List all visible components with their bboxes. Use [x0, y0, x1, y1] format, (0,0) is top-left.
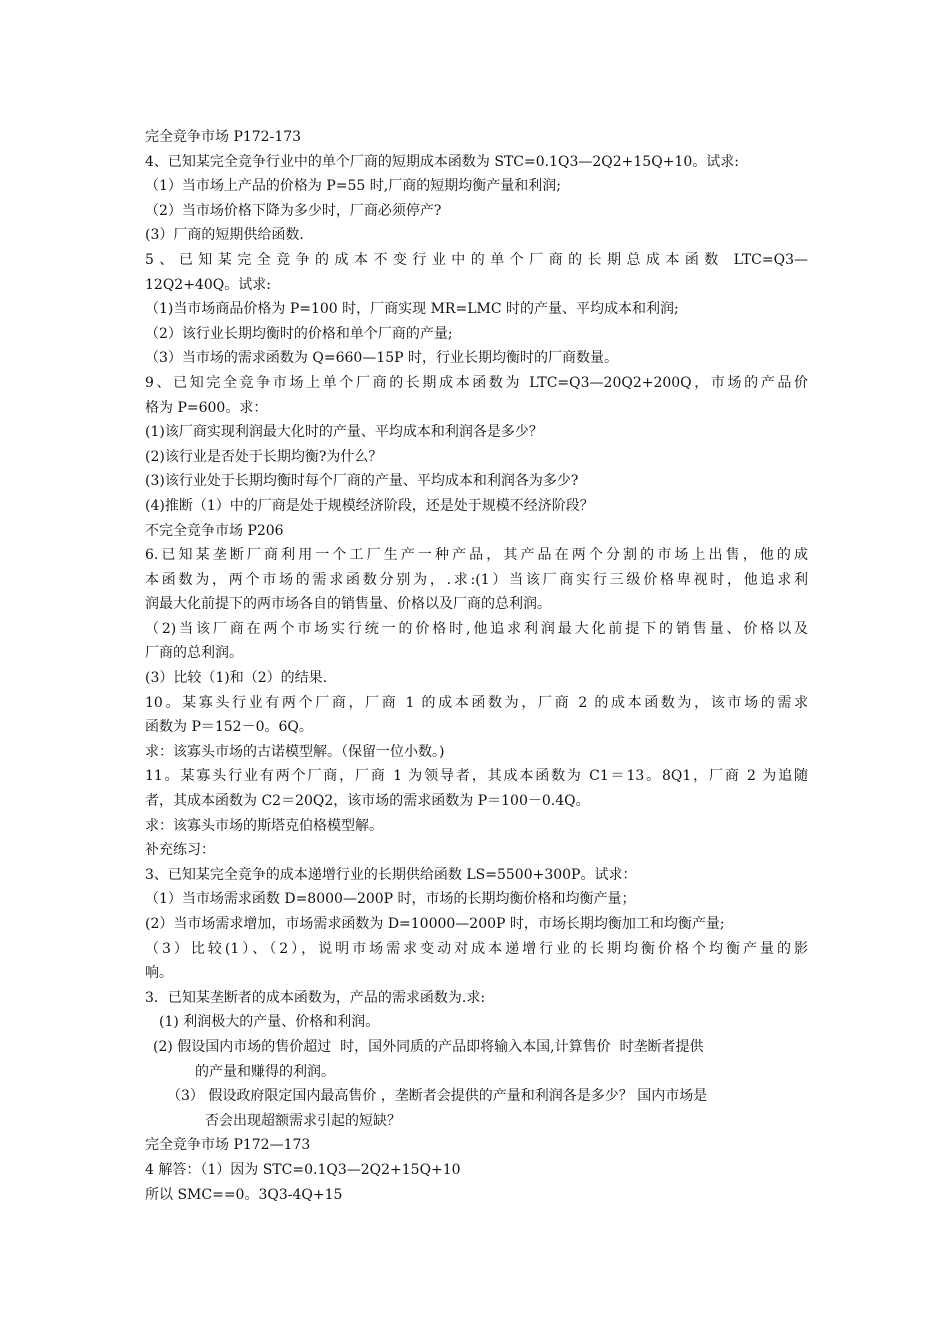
question-6-line-1: 6.已知某垄断厂商利用一个工厂生产一种产品，其产品在两个分割的市场上出售，他的成 — [145, 547, 808, 564]
question-5-part-2: （2）该行业长期均衡时的价格和单个厂商的产量; — [145, 325, 453, 342]
supplement-3-part-3-line-2: 响。 — [145, 965, 173, 982]
question-10-line-3: 求：该寡头市场的古诺模型解。（保留一位小数。) — [145, 743, 445, 760]
question-10-line-2: 函数为 P＝152－0。6Q。 — [145, 719, 313, 736]
question-4: 4、已知某完全竞争行业中的单个厂商的短期成本函数为 STC=0.1Q3—2Q2+15Q+10。试求: — [145, 153, 739, 170]
monopoly-part-3-line-1: （3） 假设政府限定国内最高售价 ，垄断者会提供的产量和利润各是多少？ 国内市场是 — [167, 1088, 708, 1105]
monopoly-part-3-line-2: 否会出现超额需求引起的短缺？ — [205, 1112, 401, 1129]
question-6-part-2-line-1: （2)当该厂商在两个市场实行统一的价格时,他追求利润最大化前提下的销售量、价格以及 — [145, 620, 808, 637]
question-9-line-2: 格为 P=600。求： — [145, 399, 268, 416]
question-4-part-3: (3）厂商的短期供给函数. — [145, 227, 304, 244]
question-4-part-2: （2）当市场价格下降为多少时，厂商必须停产? — [145, 202, 442, 219]
supplement-3: 3、已知某完全竞争的成本递增行业的长期供给函数 LS=5500+300P。试求： — [145, 866, 637, 883]
section-heading: 完全竞争市场 P172—173 — [145, 1137, 311, 1154]
section-heading: 补充练习： — [145, 842, 215, 859]
answer-4-line-1: 4 解答：（1）因为 STC=0.1Q3—2Q2+15Q+10 — [145, 1161, 461, 1178]
supplement-3-part-2: (2）当市场需求增加，市场需求函数为 D=10000—200P 时，市场长期均衡加工和均衡产量; — [145, 916, 725, 932]
question-9-part-3: (3)该行业处于长期均衡时每个厂商的产量、平均成本和利润各为多少? — [145, 473, 579, 490]
question-9-part-4: (4)推断（1）中的厂商是处于规模经济阶段，还是处于规模不经济阶段？ — [145, 497, 594, 514]
section-heading: 完全竞争市场 P172-173 — [145, 129, 302, 145]
supplement-3-part-1: （1）当市场需求函数 D=8000—200P 时，市场的长期均衡价格和均衡产量； — [145, 891, 636, 908]
question-5-part-3: （3）当市场的需求函数为 Q=660—15P 时，行业长期均衡时的厂商数量。 — [145, 350, 618, 367]
question-6-line-2: 本函数为，两个市场的需求函数分别为，.求:(1）当该厂商实行三级价格卑视时，他追求利 — [145, 571, 808, 588]
section-heading: 不完全竞争市场 P206 — [145, 522, 284, 539]
document-body — [145, 125, 808, 1207]
supplement-3-part-3-line-1: （3）比较(1）、（2），说明市场需求变动对成本递增行业的长期均衡价格个均衡产量的影 — [145, 940, 808, 957]
question-9-part-1: (1)该厂商实现利润最大化时的产量、平均成本和利润各是多少？ — [145, 424, 543, 441]
answer-4-line-2: 所以 SMC==0。3Q3-4Q+15 — [145, 1186, 343, 1203]
question-4-part-1: （1）当市场上产品的价格为 P=55 时,厂商的短期均衡产量和利润; — [145, 178, 561, 195]
monopoly-part-2-line-2: 的产量和赚得的利润。 — [195, 1063, 335, 1080]
question-5-line-1: 5、已知某完全竞争的成本不变行业中的单个厂商的长期总成本函数 LTC=Q3— — [145, 251, 808, 268]
question-5-line-2: 12Q2+40Q。试求: — [145, 276, 271, 293]
question-11-line-3: 求：该寡头市场的斯塔克伯格模型解。 — [145, 817, 383, 834]
monopoly-question: 3．已知某垄断者的成本函数为，产品的需求函数为.求: — [145, 989, 486, 1006]
question-11-line-2: 者，其成本函数为 C2＝20Q2，该市场的需求函数为 P＝100－0.4Q。 — [145, 793, 590, 810]
question-6-part-2-line-2: 厂商的总利润。 — [145, 645, 243, 662]
monopoly-part-2-line-1: (2) 假设国内市场的售价超过 时，国外同质的产品即将输入本国,计算售价 时垄断者提供 — [153, 1038, 704, 1055]
question-11-line-1: 11。某寡头行业有两个厂商，厂商 1 为领导者，其成本函数为 C1＝13。8Q1，厂商 2 为追随 — [145, 768, 808, 785]
question-6-part-3: (3）比较（1)和（2）的结果. — [145, 670, 328, 687]
question-9-line-1: 9、已知完全竞争市场上单个厂商的长期成本函数为 LTC=Q3—20Q2+200Q，市场的产品价 — [145, 374, 808, 391]
question-9-part-2: (2)该行业是否处于长期均衡?为什么？ — [145, 448, 383, 465]
question-6-line-3: 润最大化前提下的两市场各自的销售量、价格以及厂商的总利润。 — [145, 596, 551, 613]
question-5-part-1: （1)当市场商品价格为 P=100 时，厂商实现 MR=LMC 时的产量、平均成本和利润; — [145, 301, 679, 318]
question-10-line-1: 10。某寡头行业有两个厂商，厂商 1 的成本函数为，厂商 2 的成本函数为，该市场的需求 — [145, 694, 808, 711]
monopoly-part-1: (1) 利润极大的产量、价格和利润。 — [159, 1014, 380, 1031]
